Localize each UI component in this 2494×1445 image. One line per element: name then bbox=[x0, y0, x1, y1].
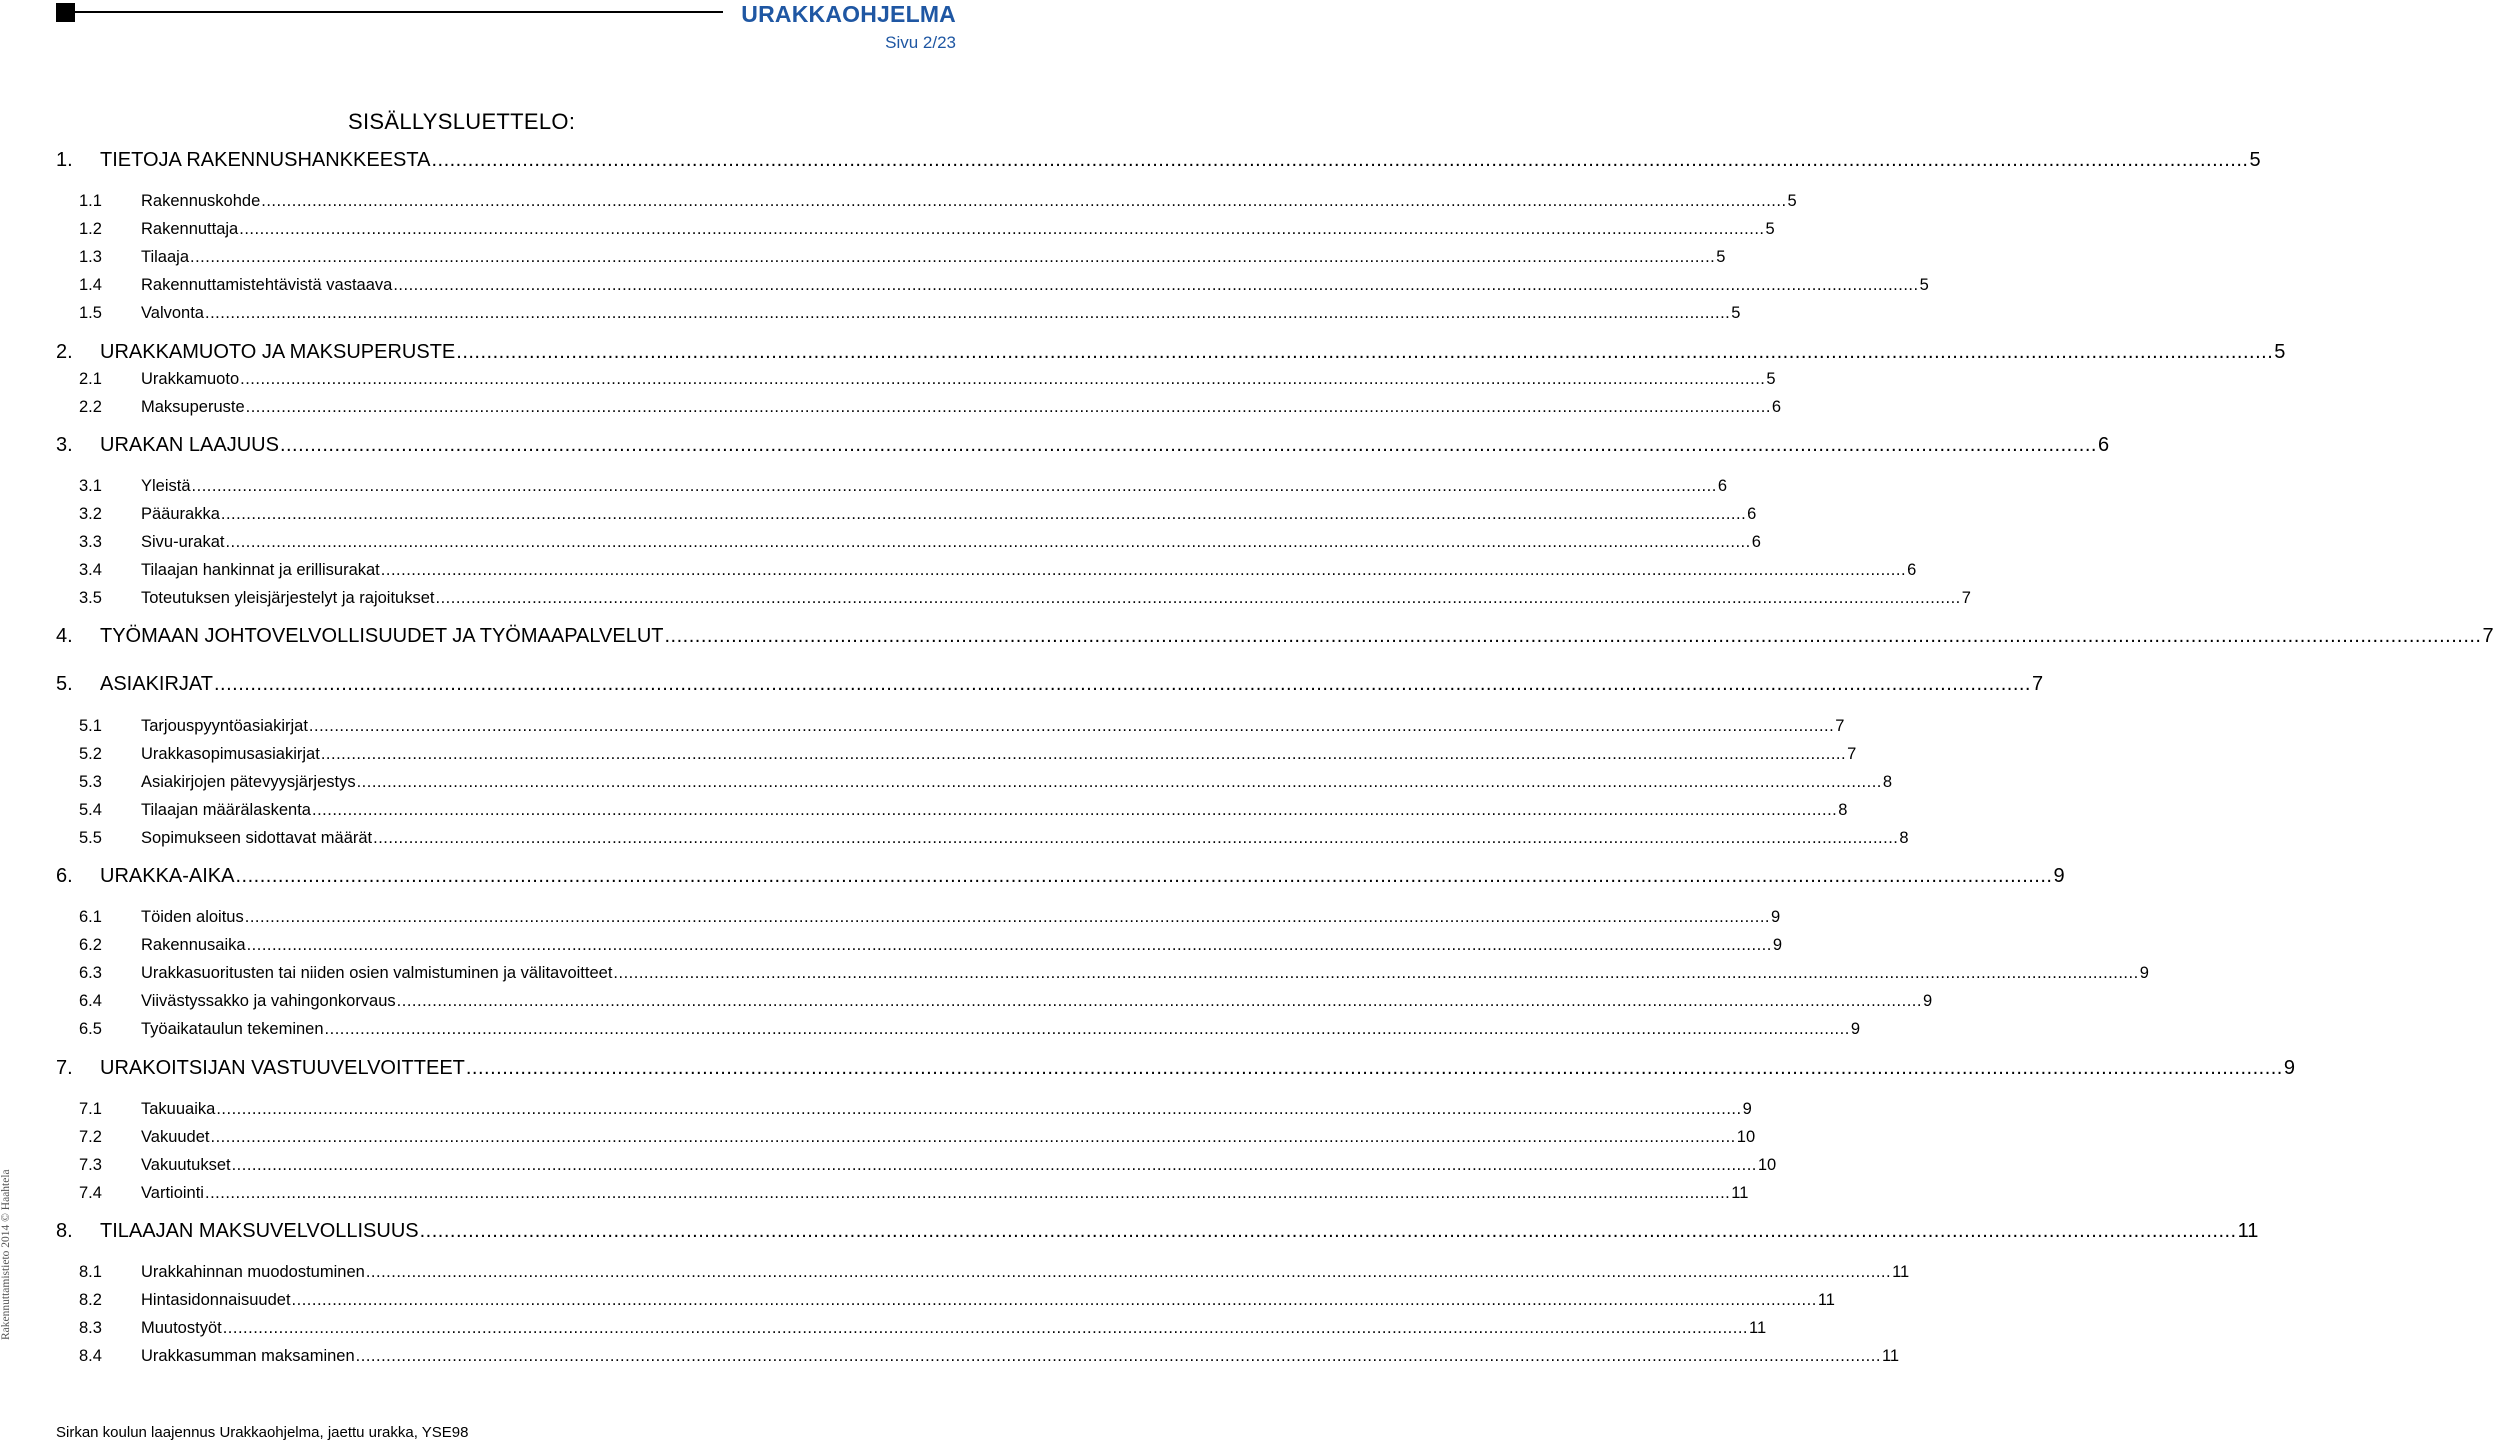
toc-entry-line bbox=[141, 530, 1761, 554]
toc-entry-title: URAKKA-AIKA bbox=[100, 865, 235, 887]
toc-entry-number: 6.1 bbox=[79, 908, 102, 926]
toc-dot-leader: ............................................................................................................................................................................................................................................................................................................ bbox=[261, 192, 1787, 210]
toc-dot-leader: ............................................................................................................................................................................................................................................................................................................ bbox=[380, 561, 1907, 579]
toc-entry-number: 5.5 bbox=[79, 829, 102, 847]
toc-entry-title: TIETOJA RAKENNUSHANKKEESTA bbox=[100, 149, 431, 171]
toc-entry-line bbox=[141, 989, 1933, 1013]
toc-entry-page: 8 bbox=[1899, 829, 1909, 847]
toc-entry[interactable] bbox=[0, 905, 1781, 929]
toc-entry[interactable] bbox=[0, 1153, 1777, 1177]
toc-entry-number: 6.4 bbox=[79, 992, 102, 1010]
toc-entry[interactable] bbox=[0, 714, 1845, 738]
toc-entry[interactable] bbox=[0, 146, 2261, 174]
toc-entry-page: 5 bbox=[1716, 248, 1726, 266]
toc-entry-line bbox=[100, 670, 2044, 698]
toc-entry[interactable] bbox=[0, 395, 1782, 419]
toc-entry-title: Urakkasuoritusten tai niiden osien valmistuminen ja välitavoitteet bbox=[141, 964, 613, 982]
toc-entry[interactable] bbox=[0, 826, 1909, 850]
toc-entry-page: 7 bbox=[1961, 589, 1971, 607]
toc-entry[interactable] bbox=[0, 933, 1783, 957]
toc-dot-leader: ............................................................................................................................................................................................................................................................................................................ bbox=[279, 434, 2097, 456]
toc-entry-line bbox=[100, 146, 2261, 174]
toc-dot-leader: ............................................................................................................................................................................................................................................................................................................ bbox=[355, 1347, 1881, 1365]
toc-entry-title: Pääurakka bbox=[141, 505, 220, 523]
toc-dot-leader: ............................................................................................................................................................................................................................................................................................................ bbox=[431, 149, 2249, 171]
toc-entry-title: Urakkahinnan muodostuminen bbox=[141, 1263, 365, 1281]
toc-entry-line bbox=[141, 245, 1726, 269]
toc-entry-number: 3.1 bbox=[79, 477, 102, 495]
toc-dot-leader: ............................................................................................................................................................................................................................................................................................................ bbox=[191, 477, 1717, 495]
toc-entry-number: 2.1 bbox=[79, 370, 102, 388]
toc-entry-title: TILAAJAN MAKSUVELVOLLISUUS bbox=[100, 1220, 419, 1242]
toc-entry-page: 9 bbox=[2053, 865, 2065, 887]
toc-entry-title: URAKAN LAAJUUS bbox=[100, 434, 279, 456]
toc-entry-page: 9 bbox=[1772, 936, 1783, 954]
toc-dot-leader: ............................................................................................................................................................................................................................................................................................................ bbox=[246, 936, 1772, 954]
toc-dot-leader: ............................................................................................................................................................................................................................................................................................................ bbox=[190, 248, 1716, 266]
toc-entry-title: Muutostyöt bbox=[141, 1319, 222, 1337]
toc-entry-number: 6.5 bbox=[79, 1020, 102, 1038]
toc-entry[interactable] bbox=[0, 1288, 1835, 1312]
toc-dot-leader: ............................................................................................................................................................................................................................................................................................................ bbox=[435, 589, 1961, 607]
toc-dot-leader: ............................................................................................................................................................................................................................................................................................................ bbox=[419, 1220, 2237, 1242]
toc-entry[interactable] bbox=[0, 558, 1917, 582]
toc-entry-page: 8 bbox=[1838, 801, 1848, 819]
toc-entry-line bbox=[100, 431, 2110, 459]
toc-entry-page: 7 bbox=[1835, 717, 1845, 735]
toc-entry-title: Toteutuksen yleisjärjestelyt ja rajoitukset bbox=[141, 589, 435, 607]
toc-entry-line bbox=[141, 714, 1845, 738]
toc-entry[interactable] bbox=[0, 189, 1797, 213]
toc-dot-leader: ............................................................................................................................................................................................................................................................................................................ bbox=[356, 773, 1882, 791]
toc-entry-number: 1.2 bbox=[79, 220, 102, 238]
toc-entry-number: 6. bbox=[56, 865, 73, 887]
toc-entry-line bbox=[100, 1217, 2259, 1245]
toc-entry-line bbox=[141, 502, 1757, 526]
toc-entry[interactable] bbox=[0, 474, 1727, 498]
toc-entry-line bbox=[141, 558, 1917, 582]
page-number: Sivu 2/23 bbox=[885, 33, 956, 52]
toc-entry[interactable] bbox=[0, 301, 1741, 325]
toc-entry-number: 7.3 bbox=[79, 1156, 102, 1174]
toc-entry-page: 8 bbox=[1882, 773, 1893, 791]
toc-entry-line bbox=[100, 622, 2494, 650]
toc-entry-number: 7.4 bbox=[79, 1184, 102, 1202]
toc-entry-page: 7 bbox=[1847, 745, 1857, 763]
toc-entry-number: 3. bbox=[56, 434, 73, 456]
toc-dot-leader: ............................................................................................................................................................................................................................................................................................................ bbox=[456, 341, 2274, 363]
toc-entry[interactable] bbox=[0, 502, 1757, 526]
toc-entry-number: 3.2 bbox=[79, 505, 102, 523]
toc-entry-title: Urakkamuoto bbox=[141, 370, 240, 388]
toc-entry-page: 9 bbox=[1850, 1020, 1860, 1038]
toc-dot-leader: ............................................................................................................................................................................................................................................................................................................ bbox=[222, 1319, 1748, 1337]
toc-dot-leader: ............................................................................................................................................................................................................................................................................................................ bbox=[204, 1184, 1731, 1202]
toc-entry-number: 5.3 bbox=[79, 773, 102, 791]
toc-entry-line bbox=[141, 217, 1775, 241]
toc-entry-page: 5 bbox=[1765, 220, 1775, 238]
toc-entry-title: Tilaajan määrälaskenta bbox=[141, 801, 311, 819]
toc-dot-leader: ............................................................................................................................................................................................................................................................................................................ bbox=[235, 865, 2053, 887]
toc-entry-title: Sivu-urakat bbox=[141, 533, 225, 551]
toc-entry[interactable] bbox=[0, 798, 1848, 822]
toc-entry-number: 1. bbox=[56, 149, 73, 171]
toc-entry[interactable] bbox=[0, 622, 2494, 650]
toc-entry[interactable] bbox=[0, 1181, 1749, 1205]
toc-entry-line bbox=[141, 1316, 1767, 1340]
toc-entry-line bbox=[141, 826, 1909, 850]
toc-entry-page: 11 bbox=[1749, 1319, 1767, 1337]
side-watermark: Rakennuttamistieto 2014 © Haahtela bbox=[0, 1169, 12, 1340]
toc-entry-number: 3.3 bbox=[79, 533, 102, 551]
toc-entry-line bbox=[141, 586, 1971, 610]
toc-entry-line bbox=[141, 1288, 1835, 1312]
toc-dot-leader: ............................................................................................................................................................................................................................................................................................................ bbox=[239, 220, 1765, 238]
toc-entry-page: 6 bbox=[1907, 561, 1917, 579]
toc-dot-leader: ............................................................................................................................................................................................................................................................................................................ bbox=[311, 801, 1838, 819]
toc-entry-title: Rakennuskohde bbox=[141, 192, 261, 210]
toc-entry-number: 6.3 bbox=[79, 964, 102, 982]
toc-entry-number: 8.1 bbox=[79, 1263, 102, 1281]
toc-dot-leader: ............................................................................................................................................................................................................................................................................................................ bbox=[613, 964, 2139, 982]
toc-entry-number: 7. bbox=[56, 1057, 73, 1079]
toc-entry-line bbox=[141, 742, 1857, 766]
toc-entry-title: Rakennuttamistehtävistä vastaava bbox=[141, 276, 393, 294]
toc-entry-page: 5 bbox=[2274, 341, 2286, 363]
toc-entry-number: 2. bbox=[56, 341, 73, 363]
toc-dot-leader: ............................................................................................................................................................................................................................................................................................................ bbox=[396, 992, 1922, 1010]
toc-dot-leader: ............................................................................................................................................................................................................................................................................................................ bbox=[210, 1128, 1736, 1146]
toc-entry-title: Yleistä bbox=[141, 477, 191, 495]
toc-entry-title: Asiakirjojen pätevyysjärjestys bbox=[141, 773, 356, 791]
toc-entry-page: 6 bbox=[1747, 505, 1757, 523]
toc-entry-line bbox=[141, 1153, 1777, 1177]
toc-entry-number: 7.2 bbox=[79, 1128, 102, 1146]
toc-entry-title: Rakennuttaja bbox=[141, 220, 239, 238]
toc-entry[interactable] bbox=[0, 961, 2149, 985]
toc-entry-number: 2.2 bbox=[79, 398, 102, 416]
toc-entry-title: Vakuudet bbox=[141, 1128, 210, 1146]
toc-entry[interactable] bbox=[0, 862, 2065, 890]
toc-entry-page: 9 bbox=[2139, 964, 2149, 982]
toc-entry-number: 3.5 bbox=[79, 589, 102, 607]
toc-entry-page: 7 bbox=[2032, 673, 2044, 695]
toc-dot-leader: ............................................................................................................................................................................................................................................................................................................ bbox=[245, 398, 1771, 416]
toc-entry-page: 6 bbox=[1751, 533, 1761, 551]
toc-entry[interactable] bbox=[0, 273, 1929, 297]
toc-entry[interactable] bbox=[0, 431, 2110, 459]
toc-dot-leader: ............................................................................................................................................................................................................................................................................................................ bbox=[231, 1156, 1757, 1174]
toc-entry-title: Urakkasopimusasiakirjat bbox=[141, 745, 320, 763]
toc-entry-title: Takuuaika bbox=[141, 1100, 216, 1118]
toc-entry[interactable] bbox=[0, 1260, 1910, 1284]
toc-entry-number: 4. bbox=[56, 625, 73, 647]
toc-dot-leader: ............................................................................................................................................................................................................................................................................................................ bbox=[308, 717, 1835, 735]
toc-entry[interactable] bbox=[0, 586, 1971, 610]
toc-dot-leader: ............................................................................................................................................................................................................................................................................................................ bbox=[373, 829, 1899, 847]
toc-entry-number: 5.1 bbox=[79, 717, 102, 735]
toc-entry-title: Tarjouspyyntöasiakirjat bbox=[141, 717, 308, 735]
toc-dot-leader: ............................................................................................................................................................................................................................................................................................................ bbox=[291, 1291, 1817, 1309]
toc-entry-title: Sopimukseen sidottavat määrät bbox=[141, 829, 373, 847]
toc-entry-title: Hintasidonnaisuudet bbox=[141, 1291, 291, 1309]
toc-entry[interactable] bbox=[0, 217, 1775, 241]
toc-heading: SISÄLLYSLUETTELO: bbox=[348, 109, 576, 134]
toc-entry[interactable] bbox=[0, 1097, 1752, 1121]
toc-entry-page: 5 bbox=[1919, 276, 1929, 294]
toc-entry-title: Tilaaja bbox=[141, 248, 189, 266]
toc-dot-leader: ............................................................................................................................................................................................................................................................................................................ bbox=[393, 276, 1919, 294]
toc-entry-page: 11 bbox=[2237, 1220, 2259, 1242]
toc-entry[interactable] bbox=[0, 1344, 1900, 1368]
toc-entry[interactable] bbox=[0, 530, 1761, 554]
toc-entry-title: Vartiointi bbox=[141, 1184, 204, 1202]
toc-entry-page: 9 bbox=[1742, 1100, 1752, 1118]
toc-entry-number: 8.4 bbox=[79, 1347, 102, 1365]
toc-entry-page: 5 bbox=[1787, 192, 1797, 210]
toc-entry-title: Tilaajan hankinnat ja erillisurakat bbox=[141, 561, 380, 579]
toc-entry-page: 10 bbox=[1757, 1156, 1777, 1174]
toc-entry-title: URAKKAMUOTO JA MAKSUPERUSTE bbox=[100, 341, 456, 363]
toc-entry-line bbox=[141, 933, 1783, 957]
toc-dot-leader: ............................................................................................................................................................................................................................................................................................................ bbox=[320, 745, 1847, 763]
toc-entry[interactable] bbox=[0, 1017, 1860, 1041]
toc-entry-page: 10 bbox=[1736, 1128, 1756, 1146]
toc-entry-line bbox=[141, 1181, 1749, 1205]
toc-entry-page: 11 bbox=[1731, 1184, 1749, 1202]
toc-entry-line bbox=[141, 798, 1848, 822]
toc-entry[interactable] bbox=[0, 367, 1776, 391]
toc-entry-line bbox=[100, 862, 2065, 890]
toc-entry-title: Töiden aloitus bbox=[141, 908, 244, 926]
toc-entry-number: 3.4 bbox=[79, 561, 102, 579]
toc-dot-leader: ............................................................................................................................................................................................................................................................................................................ bbox=[225, 533, 1751, 551]
toc-entry-number: 5. bbox=[56, 673, 73, 695]
toc-entry-line bbox=[141, 1344, 1900, 1368]
toc-entry-line bbox=[141, 1260, 1910, 1284]
header-rule bbox=[75, 11, 723, 13]
toc-entry-title: Viivästyssakko ja vahingonkorvaus bbox=[141, 992, 396, 1010]
toc-entry-number: 1.4 bbox=[79, 276, 102, 294]
toc-entry[interactable] bbox=[0, 742, 1857, 766]
toc-entry-number: 8. bbox=[56, 1220, 73, 1242]
toc-entry-line bbox=[141, 367, 1776, 391]
toc-entry-title: Maksuperuste bbox=[141, 398, 245, 416]
toc-dot-leader: ............................................................................................................................................................................................................................................................................................................ bbox=[365, 1263, 1892, 1281]
toc-entry-line bbox=[141, 961, 2149, 985]
toc-entry-page: 9 bbox=[2283, 1057, 2295, 1079]
toc-entry[interactable] bbox=[0, 245, 1726, 269]
toc-entry-page: 6 bbox=[2097, 434, 2110, 456]
toc-entry-title: Valvonta bbox=[141, 304, 204, 322]
toc-entry-page: 9 bbox=[1771, 908, 1781, 926]
toc-entry-page: 7 bbox=[2482, 625, 2494, 647]
toc-entry-page: 5 bbox=[1766, 370, 1776, 388]
toc-entry-line bbox=[141, 1017, 1860, 1041]
toc-entry-number: 8.2 bbox=[79, 1291, 102, 1309]
toc-dot-leader: ............................................................................................................................................................................................................................................................................................................ bbox=[324, 1020, 1850, 1038]
toc-dot-leader: ............................................................................................................................................................................................................................................................................................................ bbox=[465, 1057, 2283, 1079]
toc-entry-line bbox=[141, 905, 1781, 929]
toc-entry-page: 5 bbox=[2249, 149, 2261, 171]
footer-text: Sirkan koulun laajennus Urakkaohjelma, jaettu urakka, YSE98 bbox=[56, 1424, 469, 1441]
toc-entry-page: 6 bbox=[1717, 477, 1727, 495]
toc-entry-number: 1.3 bbox=[79, 248, 102, 266]
toc-entry[interactable] bbox=[0, 670, 2044, 698]
toc-entry-page: 9 bbox=[1922, 992, 1933, 1010]
toc-entry-line bbox=[100, 338, 2286, 366]
toc-dot-leader: ............................................................................................................................................................................................................................................................................................................ bbox=[214, 673, 2031, 695]
toc-dot-leader: ............................................................................................................................................................................................................................................................................................................ bbox=[220, 505, 1747, 523]
toc-entry[interactable] bbox=[0, 770, 1893, 794]
toc-entry-line bbox=[141, 1125, 1756, 1149]
toc-dot-leader: ............................................................................................................................................................................................................................................................................................................ bbox=[244, 908, 1771, 926]
toc-entry-line bbox=[141, 189, 1797, 213]
toc-entry-number: 1.5 bbox=[79, 304, 102, 322]
toc-entry-title: Urakkasumman maksaminen bbox=[141, 1347, 355, 1365]
toc-entry-number: 1.1 bbox=[79, 192, 102, 210]
toc-entry[interactable] bbox=[0, 1054, 2295, 1082]
toc-entry-title: URAKOITSIJAN VASTUUVELVOITTEET bbox=[100, 1057, 465, 1079]
toc-entry-line bbox=[141, 770, 1893, 794]
toc-entry-number: 5.4 bbox=[79, 801, 102, 819]
toc-entry[interactable] bbox=[0, 1125, 1756, 1149]
toc-entry-page: 11 bbox=[1892, 1263, 1910, 1281]
toc-dot-leader: ............................................................................................................................................................................................................................................................................................................ bbox=[240, 370, 1766, 388]
toc-entry-title: Vakuutukset bbox=[141, 1156, 231, 1174]
toc-entry-number: 5.2 bbox=[79, 745, 102, 763]
toc-entry-title: TYÖMAAN JOHTOVELVOLLISUUDET JA TYÖMAAPALVELUT bbox=[100, 625, 664, 647]
document-title: URAKKAOHJELMA bbox=[741, 1, 956, 27]
toc-entry[interactable] bbox=[0, 1217, 2259, 1245]
toc-dot-leader: ............................................................................................................................................................................................................................................................................................................ bbox=[664, 625, 2482, 647]
toc-entry-page: 5 bbox=[1731, 304, 1741, 322]
toc-entry-page: 11 bbox=[1817, 1291, 1835, 1309]
toc-entry-number: 8.3 bbox=[79, 1319, 102, 1337]
toc-entry-number: 7.1 bbox=[79, 1100, 102, 1118]
toc-entry-line bbox=[100, 1054, 2295, 1082]
toc-entry-line bbox=[141, 1097, 1752, 1121]
header-square bbox=[56, 3, 75, 22]
toc-dot-leader: ............................................................................................................................................................................................................................................................................................................ bbox=[216, 1100, 1742, 1118]
toc-entry-title: ASIAKIRJAT bbox=[100, 673, 213, 695]
toc-entry-line bbox=[141, 301, 1741, 325]
toc-entry-number: 6.2 bbox=[79, 936, 102, 954]
toc-entry-page: 6 bbox=[1771, 398, 1782, 416]
toc-dot-leader: ............................................................................................................................................................................................................................................................................................................ bbox=[205, 304, 1731, 322]
toc-entry-title: Rakennusaika bbox=[141, 936, 246, 954]
toc-entry-line bbox=[141, 273, 1929, 297]
toc-entry-line bbox=[141, 474, 1727, 498]
toc-entry[interactable] bbox=[0, 989, 1933, 1013]
toc-entry-page: 11 bbox=[1881, 1347, 1900, 1365]
toc-entry-line bbox=[141, 395, 1782, 419]
toc-entry-title: Työaikataulun tekeminen bbox=[141, 1020, 324, 1038]
toc-entry[interactable] bbox=[0, 338, 2286, 366]
